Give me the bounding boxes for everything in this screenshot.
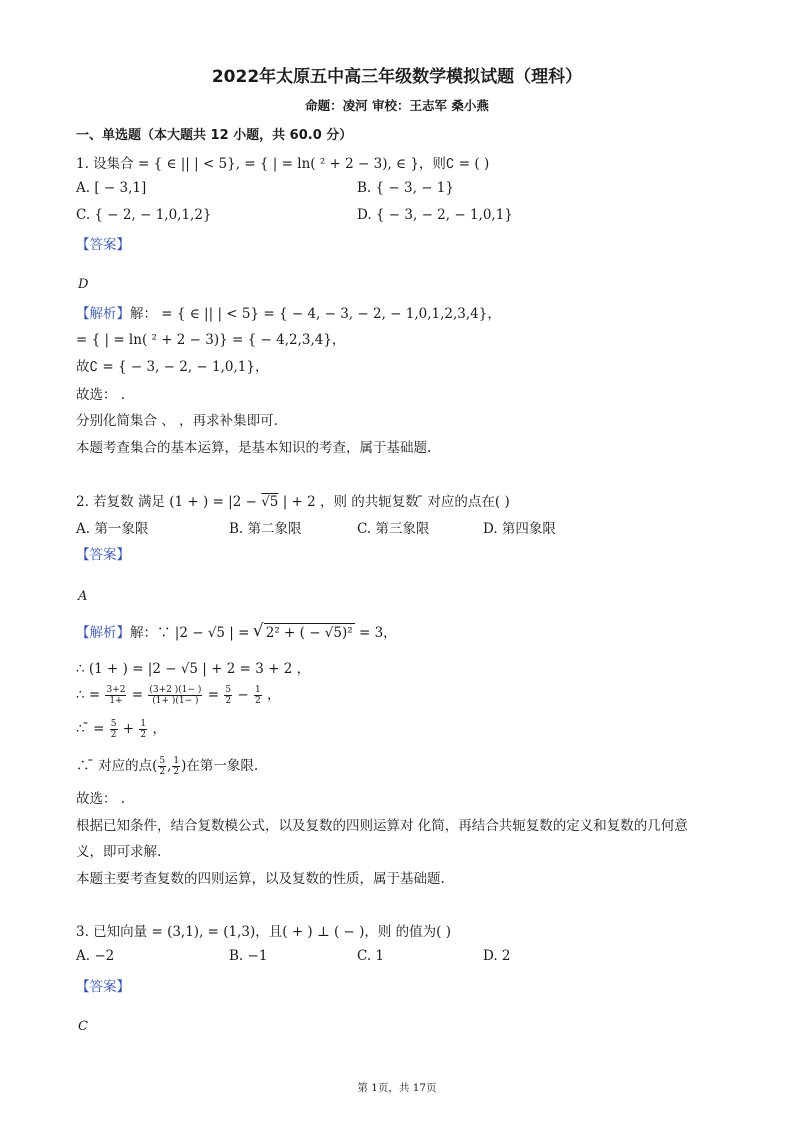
q2-analysis-line-2: ∴ (1 + ) = |2 − √5 | + 2 = 3 + 2 ，: [76, 661, 311, 677]
fraction: [148, 685, 202, 706]
q2-answer-label: 【答案】: [76, 547, 130, 563]
q2-analysis-line-5: [76, 754, 258, 777]
q1-analysis-line-5: 分别化简集合 、 ，再求补集即可.: [76, 413, 278, 429]
radical-sign-icon: √: [252, 621, 264, 641]
q2-stem-pre: 2. 若复数 满足 (1 + ) = |2 −: [76, 494, 262, 510]
q2-analysis-label: 【解析】: [76, 625, 130, 641]
fraction-numerator: 3+2: [106, 685, 126, 695]
q2-a4-end: ，: [148, 721, 166, 737]
q1-analysis-label: 【解析】: [76, 306, 130, 322]
q2-option-d: D. 第四象限: [483, 521, 556, 537]
q2-answer: A: [78, 589, 88, 604]
q2-option-b: B. 第二象限: [229, 521, 302, 537]
q2-analysis-1-pre: 解：∵ |2 − √5 | =: [130, 625, 254, 641]
q1-stem: 1. 设集合 = { ∈ || | < 5}, = { | = ln( ² + 2 − 3), ∈ }，则∁ = ( ): [76, 156, 490, 172]
fraction-denominator: 2: [140, 730, 147, 740]
q1-option-a: A. [ − 3,1]: [76, 180, 147, 196]
section-header: 一、单选题（本大题共 12 小题，共 60.0 分）: [76, 128, 353, 143]
fraction-numerator: (3+2 )(1− ): [149, 685, 202, 695]
q2-analysis-line-9: 本题主要考查复数的四则运算，以及复数的性质，属于基础题.: [76, 871, 445, 887]
fraction-numerator: 1: [254, 685, 261, 695]
q2-option-c: C. 第三象限: [357, 521, 430, 537]
q2-stem-sqrt: √5: [261, 494, 279, 510]
q3-option-d: D. 2: [483, 948, 511, 964]
q1-analysis-line-4: 故选： .: [76, 387, 126, 403]
q2-a3-pre: ∴ =: [76, 687, 105, 703]
q1-analysis-line-1: 解： = { ∈ || | < 5} = { − 4, − 3, − 2, − 1,0,1,2,3,4}，: [130, 306, 501, 322]
q1-option-b: B. { − 3, − 1}: [357, 180, 454, 196]
fraction-denominator: 2: [159, 767, 166, 777]
fraction: [139, 719, 147, 740]
q3-option-b: B. −1: [229, 948, 268, 964]
q2-a4-plus: +: [118, 721, 139, 737]
q2-a3-minus: −: [233, 687, 253, 703]
fraction: [105, 685, 126, 706]
q2-radical-content: 2² + ( − √5)²: [265, 625, 353, 641]
fraction-numerator: 1: [173, 756, 180, 766]
q2-option-a: A. 第一象限: [76, 521, 149, 537]
fraction-numerator: 5: [110, 719, 117, 729]
q3-option-c: C. 1: [357, 948, 385, 964]
q1-analysis-line-2: = { | = ln( ² + 2 − 3)} = { − 4,2,3,4}，: [76, 332, 346, 348]
author-byline: 命题：凌河 审校：王志军 桑小燕: [305, 98, 489, 113]
q1-option-c: C. { − 2, − 1,0,1,2}: [76, 207, 212, 223]
fraction: [110, 719, 118, 740]
q2-a3-eq: =: [127, 687, 148, 703]
fraction-denominator: 1+: [109, 696, 123, 706]
q3-answer: C: [78, 1019, 88, 1034]
q2-radical: [252, 621, 355, 641]
fraction: [158, 756, 166, 777]
q1-answer-label: 【答案】: [76, 237, 130, 253]
q1-analysis-line-3: 故∁ = { − 3, − 2, − 1,0,1}，: [76, 359, 269, 375]
q2-analysis-line-3: [76, 683, 281, 706]
q3-option-a: A. −2: [76, 948, 115, 964]
q2-stem: [76, 490, 510, 510]
q2-a3-eq2: =: [203, 687, 224, 703]
q2-a5-post: )在第一象限.: [181, 758, 259, 774]
fraction-numerator: 5: [159, 756, 166, 766]
q2-a3-end: ，: [262, 687, 281, 703]
page-footer: 第 1页，共 17页: [357, 1082, 437, 1094]
q2-a5-comma: ,: [167, 758, 172, 774]
q1-answer: D: [78, 277, 89, 292]
q3-answer-label: 【答案】: [76, 979, 130, 995]
fraction-numerator: 1: [140, 719, 147, 729]
q1-analysis-line-6: 本题考查集合的基本运算，是基本知识的考查，属于基础题.: [76, 440, 432, 456]
fraction: [254, 685, 262, 706]
q2-analysis-line-7: 根据已知条件，结合复数模公式，以及复数的四则运算对 化简，再结合共轭复数的定义和复数的几何意: [76, 818, 688, 834]
fraction-denominator: 2: [225, 696, 232, 706]
q2-a5-pre: ∴ ̄ 对应的点(: [76, 758, 158, 774]
q2-stem-post: | + 2 ，则 的共轭复数 ̄ 对应的点在( ): [278, 494, 510, 510]
q2-analysis-line-4: [76, 717, 166, 740]
fraction-denominator: 2: [173, 767, 180, 777]
q2-a4-pre: ∴ ̄ =: [76, 721, 109, 737]
fraction-denominator: 2: [110, 730, 117, 740]
fraction: [172, 756, 180, 777]
fraction-numerator: 5: [225, 685, 232, 695]
page-title: 2022年太原五中高三年级数学模拟试题（理科）: [211, 67, 583, 87]
q1-option-d: D. { − 3, − 2, − 1,0,1}: [357, 207, 513, 223]
q3-stem: 3. 已知向量 = (3,1), = (1,3)，且( + ) ⊥ ( − )，则 的值为( ): [76, 924, 452, 940]
q2-analysis-line-8: 义，即可求解.: [76, 844, 162, 860]
fraction-denominator: 2: [254, 696, 261, 706]
fraction: [224, 685, 232, 706]
fraction-denominator: (1+ )(1− ): [152, 696, 199, 706]
q2-analysis-1-post: = 3，: [354, 625, 397, 641]
q2-analysis-line-6: 故选： .: [76, 791, 126, 807]
q2-analysis-line-1: [76, 621, 397, 641]
